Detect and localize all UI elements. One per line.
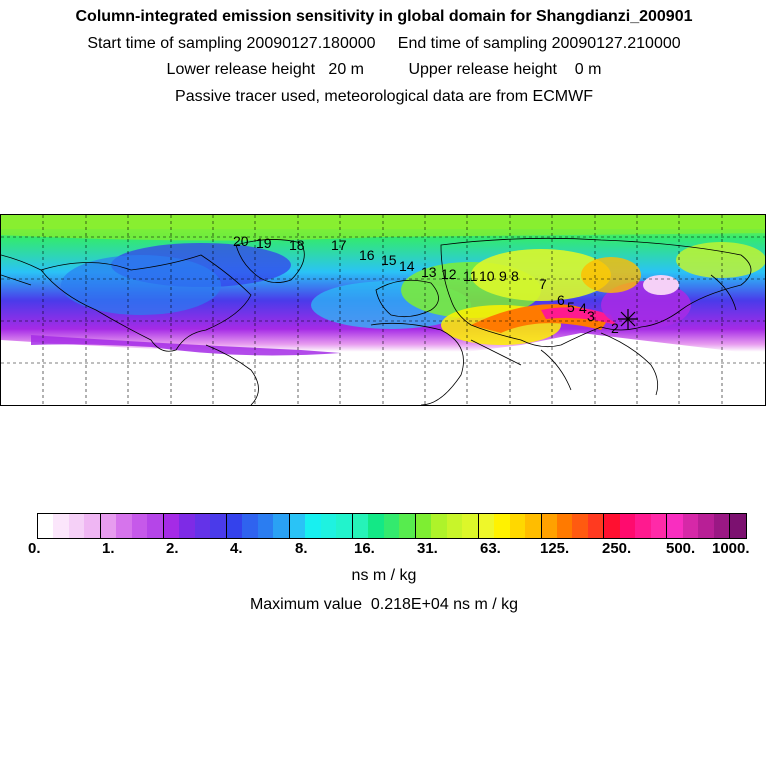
trajectory-label: 15 (381, 252, 397, 268)
color-swatch (635, 514, 650, 538)
trajectory-label: 18 (289, 237, 305, 253)
color-swatch (666, 514, 682, 538)
color-swatch (53, 514, 68, 538)
color-swatch (38, 514, 53, 538)
tick-label: 1. (102, 540, 115, 557)
tick-label: 250. (602, 540, 632, 557)
color-swatch (603, 514, 619, 538)
sensitivity-map (0, 214, 766, 406)
color-swatch (69, 514, 84, 538)
color-swatch (321, 514, 336, 538)
trajectory-label: 12 (441, 266, 457, 282)
trajectory-label: 9 (499, 268, 507, 284)
tick-label: 125. (540, 540, 570, 557)
color-swatch (620, 514, 635, 538)
color-swatch (447, 514, 462, 538)
color-swatch (399, 514, 414, 538)
sensitivity-field (1, 215, 765, 405)
color-swatch (729, 514, 745, 538)
tick-label: 63. (480, 540, 501, 557)
release-heights: Lower release height 20 m Upper release height 0 m (166, 61, 602, 78)
color-swatch (84, 514, 99, 538)
color-swatch (195, 514, 210, 538)
color-swatch (525, 514, 540, 538)
tick-label: 500. (666, 540, 696, 557)
color-swatch (588, 514, 603, 538)
color-swatch (462, 514, 477, 538)
color-swatch (683, 514, 698, 538)
color-swatch (415, 514, 431, 538)
color-swatch (494, 514, 509, 538)
color-swatch (368, 514, 383, 538)
color-swatch (289, 514, 305, 538)
trajectory-label: 5 (567, 299, 575, 315)
color-swatch (305, 514, 320, 538)
trajectory-label: 10 (479, 268, 495, 284)
color-swatch (557, 514, 572, 538)
color-swatch (572, 514, 587, 538)
trajectory-label: 6 (557, 292, 565, 308)
color-swatch (100, 514, 116, 538)
color-swatch (226, 514, 242, 538)
tick-label: 31. (417, 540, 438, 557)
color-swatch (384, 514, 399, 538)
plot-title: Column-integrated emission sensitivity in global domain for Shangdianzi_200901 (75, 8, 693, 25)
color-swatch (352, 514, 368, 538)
color-swatch (698, 514, 713, 538)
color-swatch (132, 514, 147, 538)
color-swatch (431, 514, 446, 538)
color-swatch (258, 514, 273, 538)
station-marker (618, 309, 638, 329)
trajectory-label: 16 (359, 247, 375, 263)
trajectory-label: 2 (611, 320, 619, 336)
color-swatch (163, 514, 179, 538)
tick-label: 16. (354, 540, 375, 557)
tick-label: 0. (28, 540, 41, 557)
tick-label: 8. (295, 540, 308, 557)
maximum-value: Maximum value 0.218E+04 ns m / kg (249, 596, 519, 613)
tick-label: 4. (230, 540, 243, 557)
color-swatch (210, 514, 225, 538)
color-swatch (242, 514, 257, 538)
color-swatch (273, 514, 288, 538)
tick-label: 1000. (712, 540, 750, 557)
trajectory-label: 3 (587, 308, 595, 324)
trajectory-label: 17 (331, 237, 347, 253)
color-swatch (336, 514, 351, 538)
tracer-note: Passive tracer used, meteorological data are from ECMWF (175, 88, 593, 105)
trajectory-label: 19 (256, 235, 272, 251)
color-scale-bar (37, 513, 747, 539)
trajectory-label: 11 (463, 268, 478, 284)
trajectory-label: 14 (399, 258, 415, 274)
trajectory-label: 7 (539, 276, 547, 292)
color-swatch (541, 514, 557, 538)
trajectory-label: 13 (421, 264, 437, 280)
trajectory-label: 20 (233, 233, 249, 249)
color-swatch (179, 514, 194, 538)
color-swatch (478, 514, 494, 538)
color-swatch (147, 514, 162, 538)
color-swatch (651, 514, 666, 538)
tick-label: 2. (166, 540, 179, 557)
color-swatch (510, 514, 525, 538)
color-swatch (714, 514, 729, 538)
trajectory-label: 8 (511, 268, 519, 284)
map-canvas (1, 215, 765, 405)
unit-label: ns m / kg (351, 567, 417, 584)
sampling-times: Start time of sampling 20090127.180000 End time of sampling 20090127.210000 (87, 35, 681, 52)
color-swatch (116, 514, 131, 538)
trajectory-label: 4 (579, 300, 587, 316)
